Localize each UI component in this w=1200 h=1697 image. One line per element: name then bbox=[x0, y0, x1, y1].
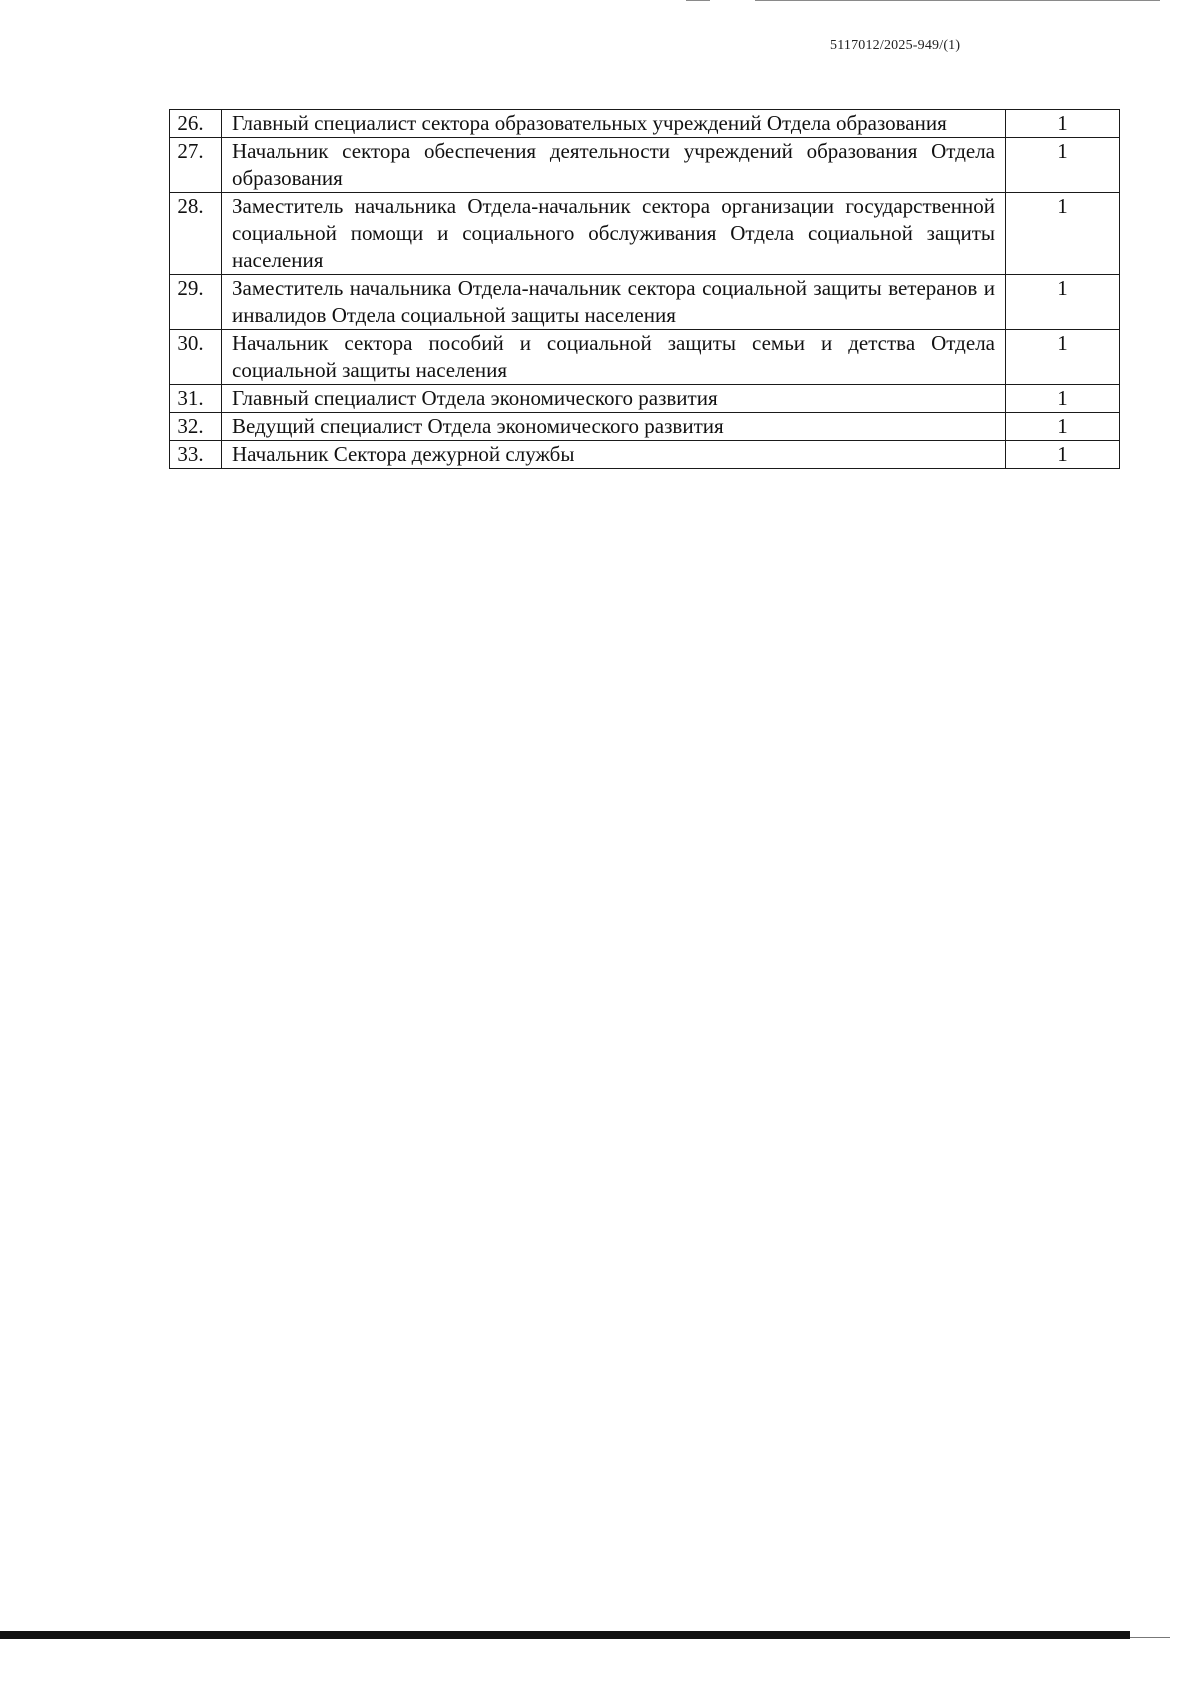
row-number: 30. bbox=[170, 330, 222, 385]
table-row bbox=[170, 330, 1120, 385]
position-count: 1 bbox=[1006, 275, 1120, 330]
table-row bbox=[170, 275, 1120, 330]
row-number: 27. bbox=[170, 138, 222, 193]
position-count: 1 bbox=[1006, 110, 1120, 138]
position-count: 1 bbox=[1006, 413, 1120, 441]
row-number: 26. bbox=[170, 110, 222, 138]
table-row bbox=[170, 441, 1120, 469]
position-title: Начальник сектора пособий и социальной защиты семьи и детства Отдела социальной защиты населения bbox=[222, 330, 1006, 385]
position-count: 1 bbox=[1006, 441, 1120, 469]
position-title: Начальник сектора обеспечения деятельности учреждений образования Отдела образования bbox=[222, 138, 1006, 193]
row-number: 33. bbox=[170, 441, 222, 469]
position-count: 1 bbox=[1006, 138, 1120, 193]
position-title: Заместитель начальника Отдела-начальник сектора социальной защиты ветеранов и инвалидов Отдела социальной защиты населения bbox=[222, 275, 1006, 330]
row-number: 31. bbox=[170, 385, 222, 413]
position-title: Заместитель начальника Отдела-начальник сектора организации государственной социальной помощи и социального обслуживания Отдела социальной защиты населения bbox=[222, 193, 1006, 275]
table-row bbox=[170, 413, 1120, 441]
table-row bbox=[170, 138, 1120, 193]
document-number: 5117012/2025-949/(1) bbox=[830, 38, 961, 53]
scan-bottom-rule-tail bbox=[1130, 1637, 1170, 1638]
scan-bottom-rule bbox=[0, 1631, 1130, 1639]
row-number: 28. bbox=[170, 193, 222, 275]
row-number: 29. bbox=[170, 275, 222, 330]
position-title: Ведущий специалист Отдела экономического развития bbox=[222, 413, 1006, 441]
table-row bbox=[170, 385, 1120, 413]
position-count: 1 bbox=[1006, 385, 1120, 413]
table-row bbox=[170, 110, 1120, 138]
table-row bbox=[170, 193, 1120, 275]
position-count: 1 bbox=[1006, 330, 1120, 385]
scan-top-mark-left bbox=[686, 0, 710, 1]
positions-table bbox=[169, 109, 1120, 469]
row-number: 32. bbox=[170, 413, 222, 441]
position-title: Главный специалист сектора образовательных учреждений Отдела образования bbox=[222, 110, 1006, 138]
position-count: 1 bbox=[1006, 193, 1120, 275]
position-title: Начальник Сектора дежурной службы bbox=[222, 441, 1006, 469]
position-title: Главный специалист Отдела экономического развития bbox=[222, 385, 1006, 413]
scan-top-mark-right bbox=[755, 0, 1160, 1]
